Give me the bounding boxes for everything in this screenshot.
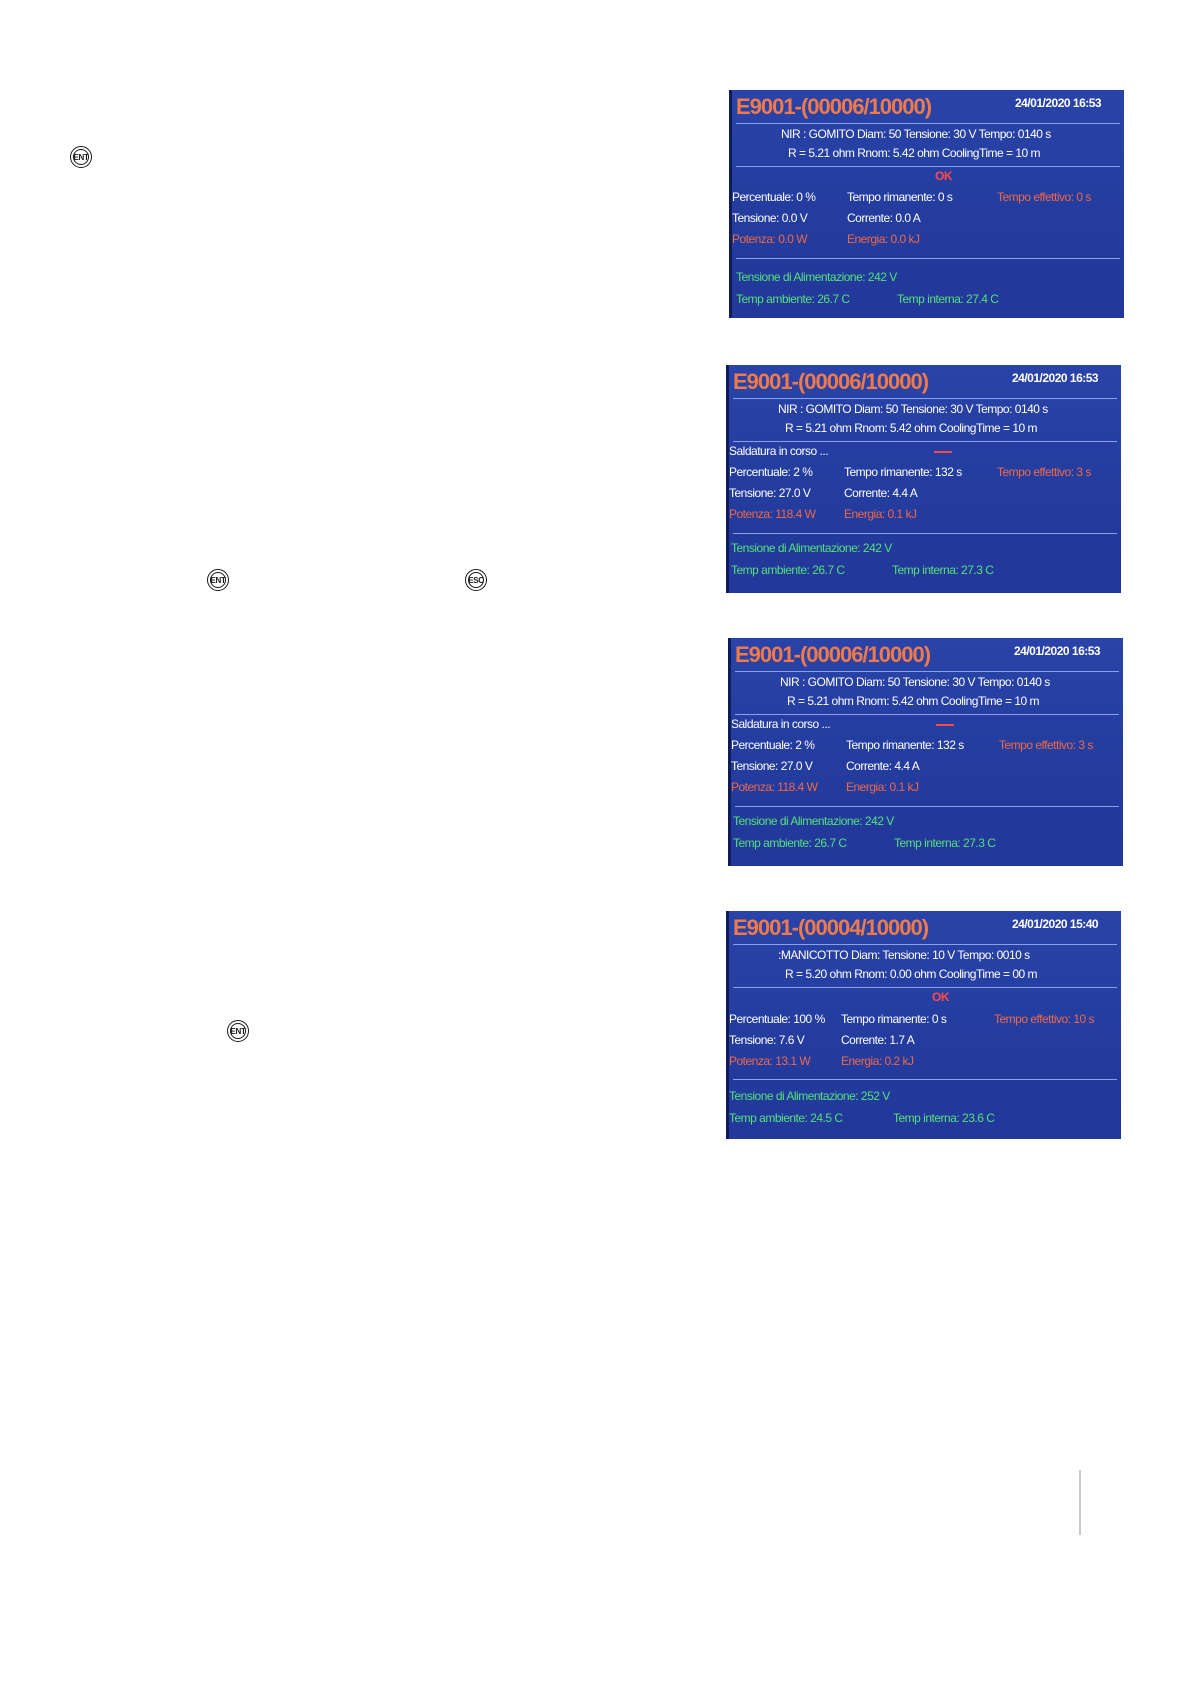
fitting-info-line-2: R = 5.21 ohm Rnom: 5.42 ohm CoolingTime = 10 m <box>787 694 1040 708</box>
temp-ambiente-value: Temp ambiente: 26.7 C <box>736 292 850 306</box>
energia-value: Energia: 0.1 kJ <box>846 780 919 794</box>
screen-divider <box>736 258 1120 259</box>
tensione-value: Tensione: 7.6 V <box>729 1033 805 1047</box>
screen-datetime: 24/01/2020 16:53 <box>1014 644 1101 658</box>
potenza-value: Potenza: 118.4 W <box>729 507 816 521</box>
percentuale-value: Percentuale: 100 % <box>729 1012 825 1026</box>
welder-screen-ok <box>729 90 1124 318</box>
tempo-effettivo-value: Tempo effettivo: 3 s <box>999 738 1093 752</box>
fitting-info-line-1: NIR : GOMITO Diam: 50 Tensione: 30 V Tempo: 0140 s <box>780 675 1050 689</box>
tempo-rimanente-value: Tempo rimanente: 0 s <box>847 190 953 204</box>
alimentazione-value: Tensione di Alimentazione: 252 V <box>729 1089 890 1103</box>
potenza-value: Potenza: 13.1 W <box>729 1054 811 1068</box>
weld-status: Saldatura in corso ... <box>729 444 829 458</box>
esc-key-label: ESC <box>468 575 484 585</box>
temp-ambiente-value: Temp ambiente: 26.7 C <box>731 563 845 577</box>
screen-datetime: 24/01/2020 16:53 <box>1012 371 1099 385</box>
page-footer-rule <box>1079 1470 1081 1535</box>
weld-status: OK <box>932 990 949 1004</box>
esc-key-icon <box>465 569 487 591</box>
tensione-value: Tensione: 27.0 V <box>731 759 813 773</box>
fitting-info-line-2: R = 5.21 ohm Rnom: 5.42 ohm CoolingTime = 10 m <box>785 421 1038 435</box>
fitting-info-box <box>733 944 1117 988</box>
welder-screen-ok <box>726 911 1121 1139</box>
alimentazione-value: Tensione di Alimentazione: 242 V <box>733 814 894 828</box>
fitting-info-line-1: :MANICOTTO Diam: Tensione: 10 V Tempo: 0010 s <box>778 948 1030 962</box>
energia-value: Energia: 0.2 kJ <box>841 1054 914 1068</box>
ent-key-icon <box>207 569 229 591</box>
tempo-effettivo-value: Tempo effettivo: 0 s <box>997 190 1091 204</box>
screen-title: E9001-(00006/10000) <box>736 94 932 119</box>
temp-interna-value: Temp interna: 23.6 C <box>893 1111 995 1125</box>
tempo-effettivo-value: Tempo effettivo: 10 s <box>994 1012 1095 1026</box>
temp-interna-value: Temp interna: 27.3 C <box>894 836 996 850</box>
screen-divider <box>735 806 1119 807</box>
fitting-info-line-2: R = 5.21 ohm Rnom: 5.42 ohm CoolingTime = 10 m <box>788 146 1041 160</box>
status-indicator <box>934 451 952 453</box>
status-indicator <box>936 724 954 726</box>
potenza-value: Potenza: 118.4 W <box>731 780 818 794</box>
weld-status: OK <box>935 169 952 183</box>
screen-datetime: 24/01/2020 16:53 <box>1015 96 1102 110</box>
tensione-value: Tensione: 0.0 V <box>732 211 808 225</box>
ent-key-label: ENT <box>73 152 89 162</box>
tempo-effettivo-value: Tempo effettivo: 3 s <box>997 465 1091 479</box>
corrente-value: Corrente: 1.7 A <box>841 1033 915 1047</box>
fitting-info-line-2: R = 5.20 ohm Rnom: 0.00 ohm CoolingTime = 00 m <box>785 967 1038 981</box>
fitting-info-line-1: NIR : GOMITO Diam: 50 Tensione: 30 V Tempo: 0140 s <box>778 402 1048 416</box>
screen-title: E9001-(00004/10000) <box>733 915 929 940</box>
corrente-value: Corrente: 4.4 A <box>844 486 918 500</box>
ent-key-icon <box>227 1020 249 1042</box>
screen-divider <box>733 1079 1117 1080</box>
temp-interna-value: Temp interna: 27.4 C <box>897 292 999 306</box>
fitting-info-box <box>735 671 1119 715</box>
screen-title: E9001-(00006/10000) <box>733 369 929 394</box>
alimentazione-value: Tensione di Alimentazione: 242 V <box>731 541 892 555</box>
tempo-rimanente-value: Tempo rimanente: 132 s <box>846 738 964 752</box>
fitting-info-box <box>736 123 1120 167</box>
ent-key-icon <box>70 146 92 168</box>
temp-interna-value: Temp interna: 27.3 C <box>892 563 994 577</box>
percentuale-value: Percentuale: 2 % <box>731 738 815 752</box>
tensione-value: Tensione: 27.0 V <box>729 486 811 500</box>
alimentazione-value: Tensione di Alimentazione: 242 V <box>736 270 897 284</box>
welder-screen-in-progress <box>726 365 1121 593</box>
screen-datetime: 24/01/2020 15:40 <box>1012 917 1099 931</box>
ent-key-label: ENT <box>230 1026 246 1036</box>
energia-value: Energia: 0.0 kJ <box>847 232 920 246</box>
welder-screen-in-progress <box>728 638 1123 866</box>
temp-ambiente-value: Temp ambiente: 26.7 C <box>733 836 847 850</box>
corrente-value: Corrente: 0.0 A <box>847 211 921 225</box>
potenza-value: Potenza: 0.0 W <box>732 232 808 246</box>
screen-title: E9001-(00006/10000) <box>735 642 931 667</box>
percentuale-value: Percentuale: 0 % <box>732 190 816 204</box>
corrente-value: Corrente: 4.4 A <box>846 759 920 773</box>
percentuale-value: Percentuale: 2 % <box>729 465 813 479</box>
ent-key-label: ENT <box>210 575 226 585</box>
energia-value: Energia: 0.1 kJ <box>844 507 917 521</box>
tempo-rimanente-value: Tempo rimanente: 132 s <box>844 465 962 479</box>
fitting-info-box <box>733 398 1117 442</box>
tempo-rimanente-value: Tempo rimanente: 0 s <box>841 1012 947 1026</box>
screen-divider <box>733 533 1117 534</box>
fitting-info-line-1: NIR : GOMITO Diam: 50 Tensione: 30 V Tempo: 0140 s <box>781 127 1051 141</box>
temp-ambiente-value: Temp ambiente: 24.5 C <box>729 1111 843 1125</box>
weld-status: Saldatura in corso ... <box>731 717 831 731</box>
